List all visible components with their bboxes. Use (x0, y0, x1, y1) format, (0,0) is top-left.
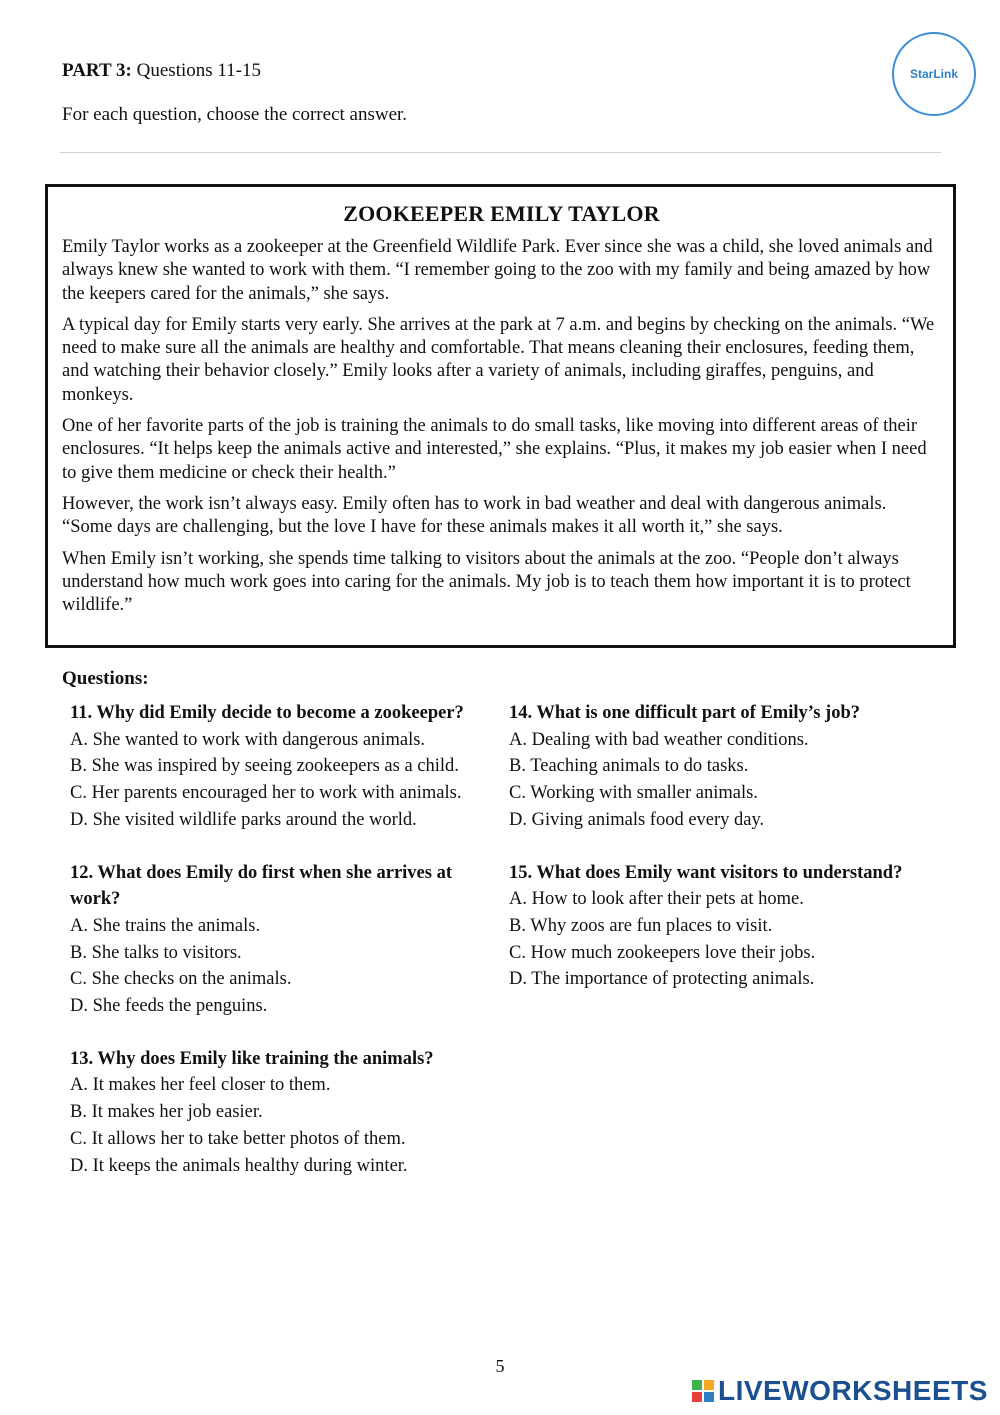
question-stem: 15. What does Emily want visitors to understand? (509, 862, 903, 883)
option-c[interactable]: C. Her parents encouraged her to work with animals. (70, 783, 462, 804)
option-b[interactable]: B. It makes her job easier. (70, 1102, 263, 1123)
option-a[interactable]: A. She wanted to work with dangerous animals. (70, 729, 426, 750)
option-a[interactable]: A. It makes her feel closer to them. (70, 1075, 331, 1096)
option-d[interactable]: D. Giving animals food every day. (509, 809, 765, 830)
logo-text: StarLink (909, 67, 958, 81)
option-d[interactable]: D. The importance of protecting animals. (509, 969, 815, 990)
questions-left-column (70, 700, 495, 1205)
question-stem: 13. Why does Emily like training the animals? (70, 1048, 434, 1069)
option-c[interactable]: C. Working with smaller animals. (509, 783, 758, 804)
divider (60, 152, 941, 153)
article-box (45, 184, 956, 648)
article-paragraph: Emily Taylor works as a zookeeper at the Greenfield Wildlife Park. Ever since she was a child, she loved animals and always knew she wanted to work with them. “I remember going to the zoo with my family and being amazed by how the keepers cared for the animals,” she says. (62, 237, 933, 304)
option-d[interactable]: D. It keeps the animals healthy during winter. (70, 1155, 408, 1176)
option-b[interactable]: B. Why zoos are fun places to visit. (509, 915, 773, 936)
option-c[interactable]: C. She checks on the animals. (70, 969, 292, 990)
question-13 (70, 1046, 495, 1180)
option-d[interactable]: D. She feeds the penguins. (70, 996, 268, 1017)
liveworksheets-logo (692, 1375, 988, 1407)
starlink-logo (892, 32, 976, 116)
option-a[interactable]: A. Dealing with bad weather conditions. (509, 729, 809, 750)
page-number: 5 (495, 1356, 505, 1376)
option-c[interactable]: C. How much zookeepers love their jobs. (509, 942, 816, 963)
article-paragraph: When Emily isn’t working, she spends time talking to visitors about the animals at the zoo. “People don’t always understand how much work goes into caring for the animals. My job is to teach them how important it is to protect wildlife.” (62, 548, 911, 616)
questions-right-column (509, 700, 929, 1019)
option-b[interactable]: B. Teaching animals to do tasks. (509, 756, 749, 777)
liveworksheets-blocks-icon (692, 1380, 714, 1402)
article-paragraph: A typical day for Emily starts very early. She arrives at the park at 7 a.m. and begins by checking on the animals. “We need to make sure all the animals are healthy and comfortable. That means cleaning their enclosures, feeding them, and watching their behavior closely.” Emily looks after a variety of animals, including giraffes, penguins, and monkeys. (62, 314, 935, 405)
option-b[interactable]: B. She talks to visitors. (70, 942, 242, 963)
article-title: ZOOKEEPER EMILY TAYLOR (343, 201, 660, 226)
part-range: Questions 11-15 (136, 60, 262, 81)
block-orange (704, 1380, 714, 1390)
instruction-text: For each question, choose the correct answer. (62, 104, 408, 125)
option-a[interactable]: A. She trains the animals. (70, 915, 261, 936)
question-11 (70, 700, 495, 834)
question-stem: 12. What does Emily do first when she arrives at work? (70, 862, 452, 910)
option-b[interactable]: B. She was inspired by seeing zookeepers as a child. (70, 756, 459, 777)
question-14 (509, 700, 929, 834)
questions-heading: Questions: (62, 668, 149, 689)
block-blue (704, 1392, 714, 1402)
part-heading (62, 60, 261, 82)
block-green (692, 1380, 702, 1390)
block-red (692, 1392, 702, 1402)
article-paragraph: One of her favorite parts of the job is training the animals to do small tasks, like moving into different areas of their enclosures. “It helps keep the animals active and interested,” she explains. “Plus, it makes my job easier when I need to give them medicine or check their health.” (62, 416, 927, 483)
option-c[interactable]: C. It allows her to take better photos of them. (70, 1128, 406, 1149)
option-d[interactable]: D. She visited wildlife parks around the world. (70, 809, 417, 830)
question-12 (70, 860, 495, 1020)
question-stem: 11. Why did Emily decide to become a zookeeper? (70, 703, 464, 723)
question-15 (509, 860, 929, 994)
article-paragraph: However, the work isn’t always easy. Emily often has to work in bad weather and deal with dangerous animals. “Some days are challenging, but the love I have for these animals makes it all worth it,” she says. (62, 493, 887, 538)
option-a[interactable]: A. How to look after their pets at home. (509, 889, 804, 910)
part-label: PART 3: (62, 60, 132, 81)
brand-text: LIVEWORKSHEETS (718, 1375, 988, 1406)
question-stem: 14. What is one difficult part of Emily’s job? (509, 703, 860, 723)
